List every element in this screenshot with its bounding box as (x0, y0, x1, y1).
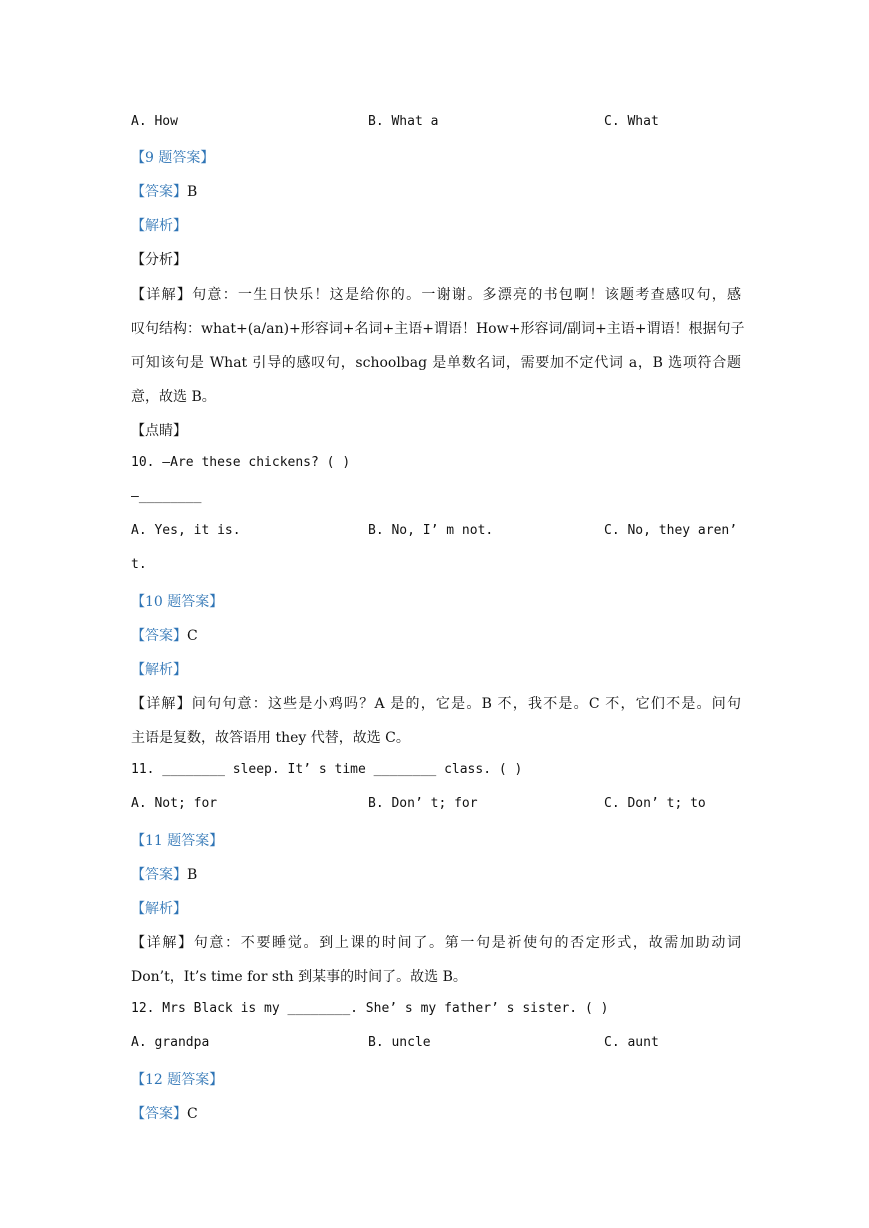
q11-option-a: A. Not; for (131, 796, 218, 811)
q10-answer-header: 【10 题答案】 (131, 594, 224, 610)
answer-label: 【答案】 (131, 628, 187, 644)
q11-analysis-label: 【解析】 (131, 901, 187, 917)
q9-option-c: C. What (604, 114, 659, 129)
answer-label: 【答案】 (131, 184, 187, 200)
q9-detail-line-1 (131, 284, 741, 304)
q9-answer (131, 181, 741, 201)
q10-detail-line-1 (131, 693, 741, 713)
q11-option-b: B. Don’ t; for (368, 796, 478, 811)
detail-text: 句意：不要睡觉。到上课的时间了。第一句是祈使句的否定形式，故需加助动词 (193, 935, 742, 951)
answer-value: C (187, 628, 198, 644)
q11-answer-header: 【11 题答案】 (131, 833, 224, 849)
answer-value: B (187, 184, 198, 200)
answer-label: 【答案】 (131, 1106, 187, 1122)
q10-option-c: C. No, they aren’ (604, 523, 738, 538)
q12-stem: 12. Mrs Black is my ________. She’ s my father’ s sister. ( ) (131, 1001, 609, 1016)
q10-blank: —________ (131, 489, 202, 504)
q9-detail-line-3: 可知该句是 What 引导的感叹句，schoolbag 是单数名词，需要加不定代词 a，B 选项符合题 (131, 355, 741, 371)
q11-answer (131, 864, 741, 884)
q12-option-c: C. aunt (604, 1035, 659, 1050)
q11-detail-line-1 (131, 932, 741, 952)
q11-option-c: C. Don’ t; to (604, 796, 706, 811)
q9-analysis-label: 【解析】 (131, 218, 187, 234)
answer-value: B (187, 867, 198, 883)
q12-option-b: B. uncle (368, 1035, 431, 1050)
q10-detail-line-2: 主语是复数，故答语用 they 代替，故选 C。 (131, 730, 410, 746)
q9-answer-header: 【9 题答案】 (131, 150, 215, 166)
detail-label: 【详解】 (131, 287, 193, 303)
q12-option-a: A. grandpa (131, 1035, 210, 1050)
q10-option-b: B. No, I’ m not. (368, 523, 494, 538)
q10-option-a: A. Yes, it is. (131, 523, 241, 538)
answer-value: C (187, 1106, 198, 1122)
q10-option-c-wrap: t. (131, 557, 147, 572)
q11-detail-line-2: Don’t，It’s time for sth 到某事的时间了。故选 B。 (131, 969, 467, 985)
q10-stem: 10. —Are these chickens? ( ) (131, 455, 351, 470)
detail-label: 【详解】 (131, 935, 194, 951)
q10-analysis-label: 【解析】 (131, 662, 187, 678)
q9-option-b: B. What a (368, 114, 439, 129)
detail-label: 【详解】 (131, 696, 192, 712)
detail-text: 问句句意：这些是小鸡吗？A 是的，它是。B 不，我不是。C 不，它们不是。问句 (191, 696, 741, 712)
q12-answer-header: 【12 题答案】 (131, 1072, 224, 1088)
q11-stem: 11. ________ sleep. It’ s time ________ class. ( ) (131, 762, 523, 777)
q9-detail-line-2: 叹句结构：what+(a/an)+形容词+名词+主语+谓语！How+形容词/副词+主语+谓语！根据句子 (131, 321, 745, 337)
detail-text: 句意：一生日快乐！这是给你的。一谢谢。多漂亮的书包啊！该题考查感叹句，感 (192, 287, 742, 303)
q9-fenxi-label: 【分析】 (131, 252, 187, 268)
q12-answer (131, 1103, 741, 1123)
q9-detail-line-4: 意，故选 B。 (131, 389, 216, 405)
q10-answer (131, 625, 741, 645)
q9-dianjing-label: 【点睛】 (131, 423, 187, 439)
answer-label: 【答案】 (131, 867, 187, 883)
q9-option-a: A. How (131, 114, 178, 129)
